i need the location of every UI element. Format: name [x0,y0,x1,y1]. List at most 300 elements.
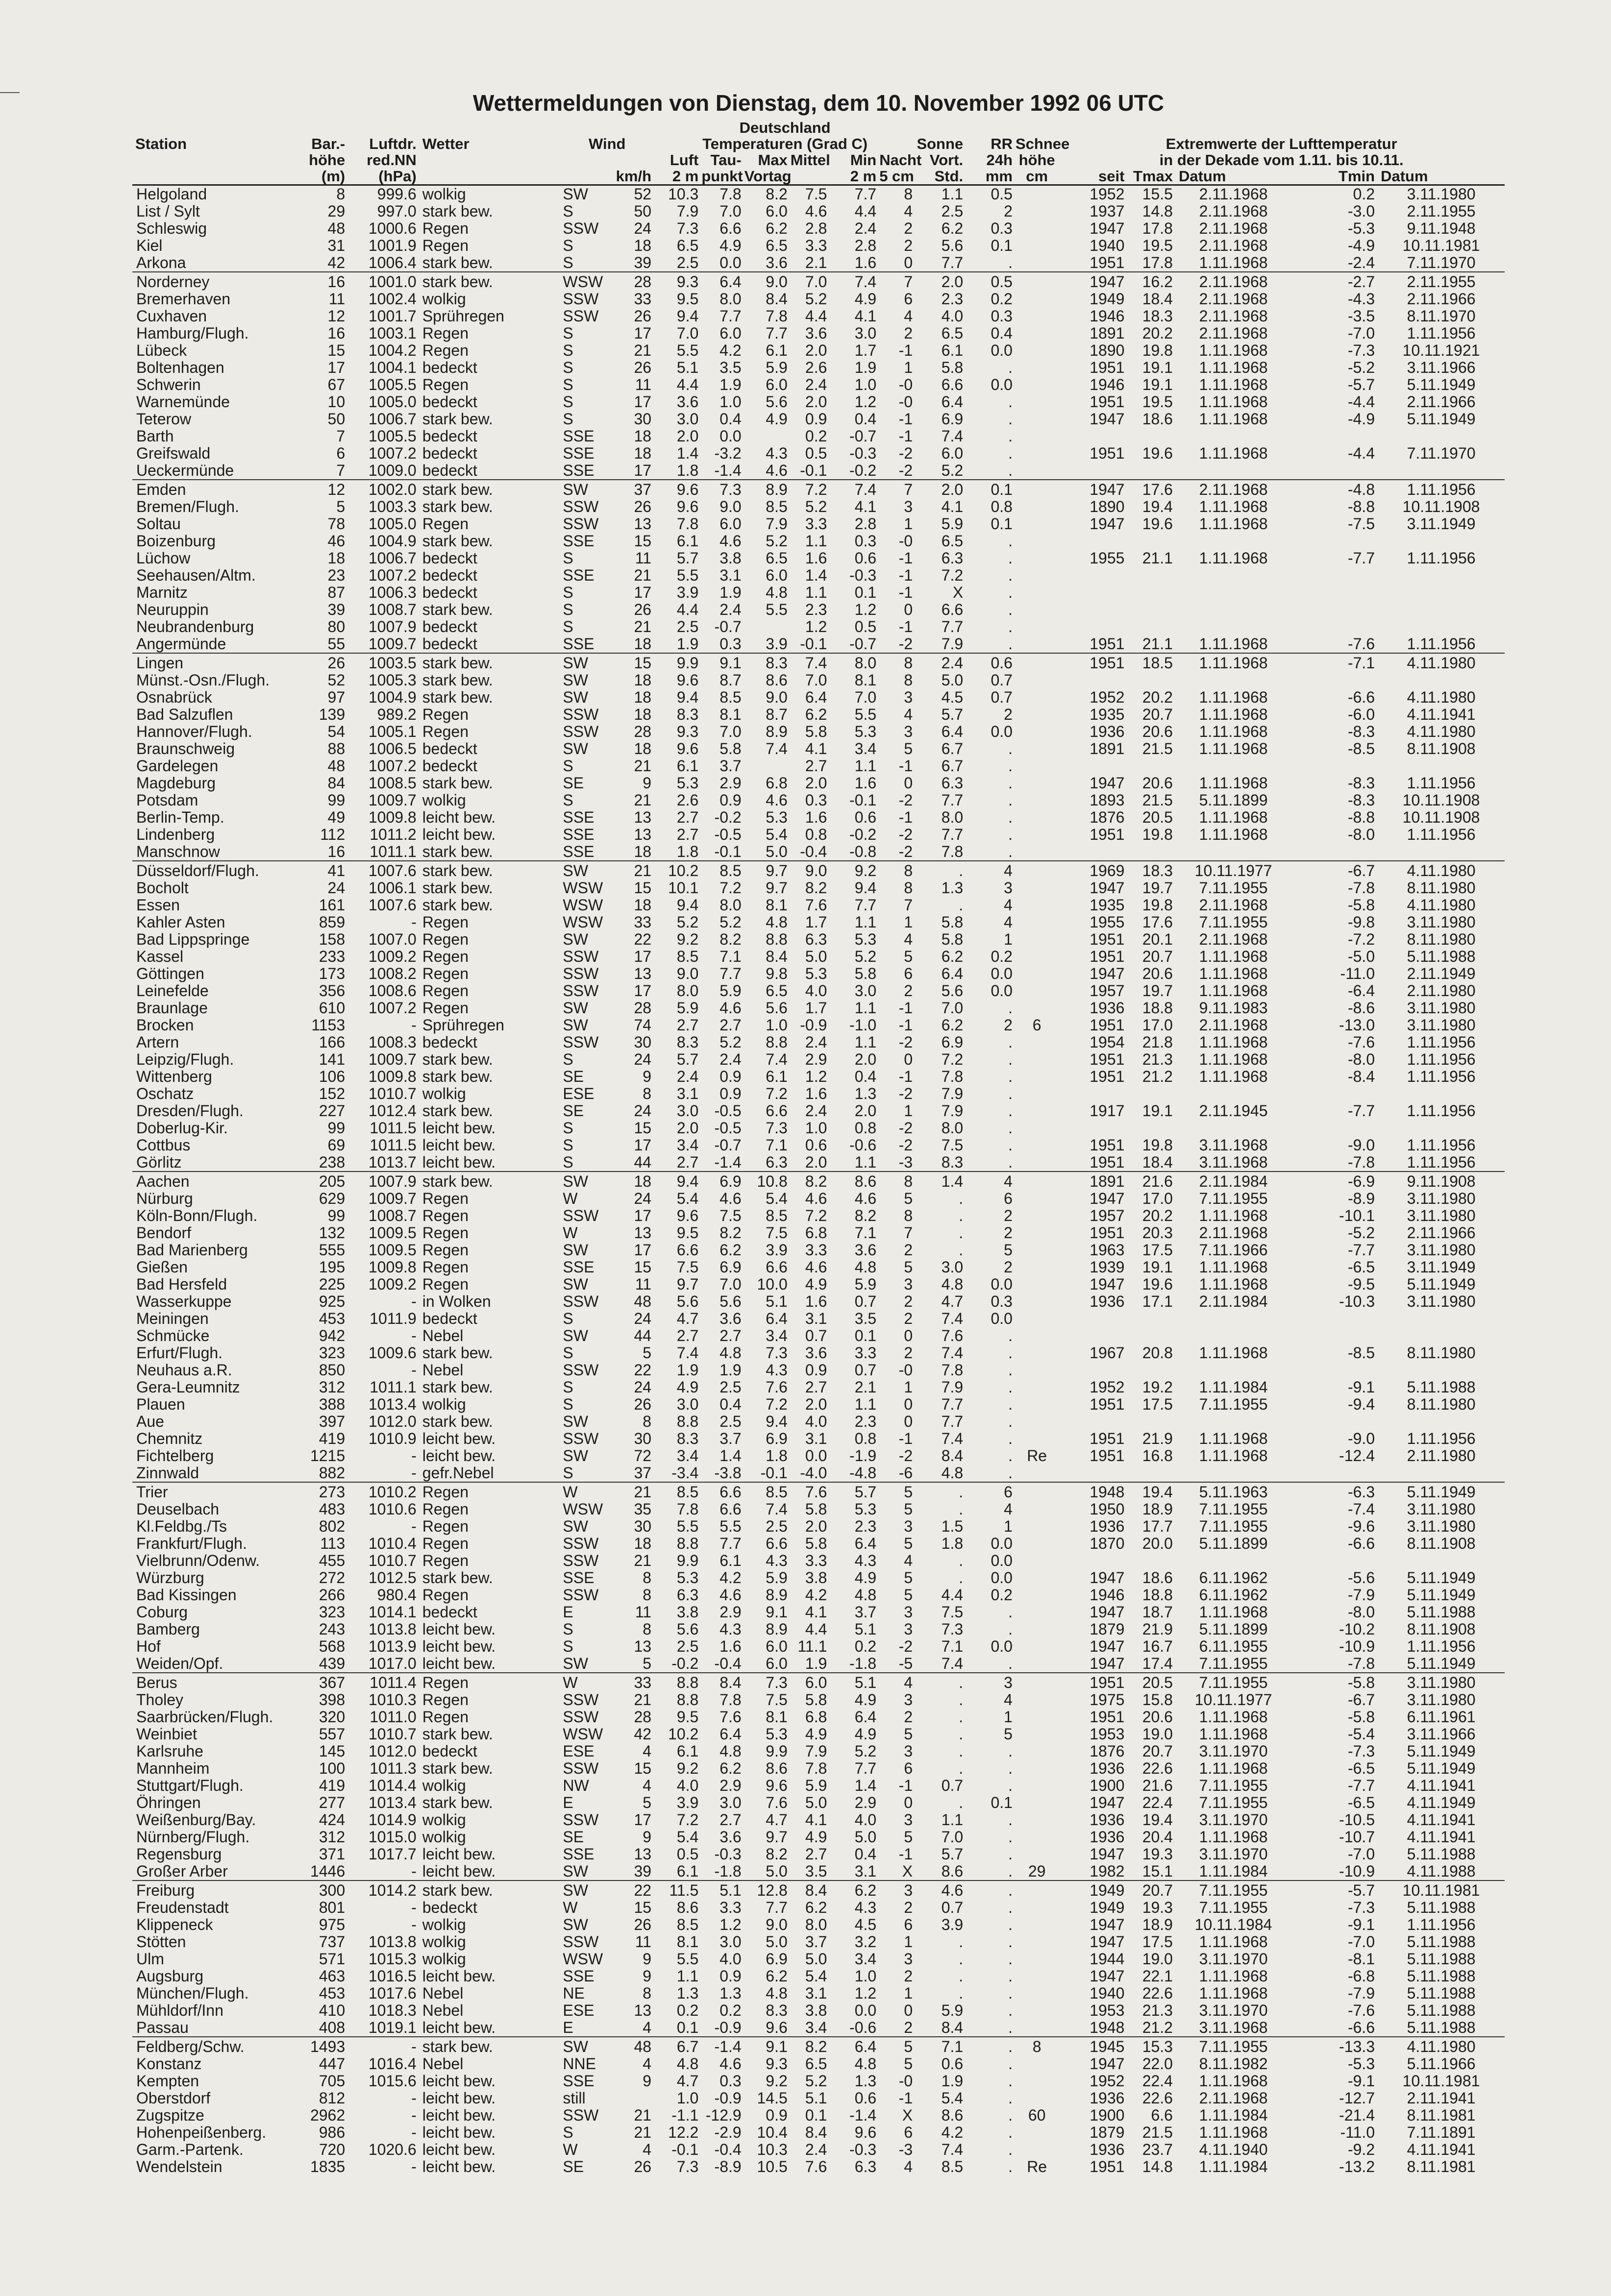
tmin-date-cell [1378,533,1505,550]
max-temp-cell: 9.4 [766,1413,788,1430]
header-tau-a: Tau- [710,151,742,169]
precip-cell: 0.3 [991,220,1013,237]
sunshine-cell: 4.8 [941,1464,964,1482]
min-5cm-cell: 1 [904,1933,913,1951]
since-cell: 1967 [1090,1344,1125,1362]
max-temp-cell: 7.4 [766,1500,788,1518]
mean-temp-cell: 2.4 [805,1102,827,1120]
wind-dir-cell: S [563,1395,573,1413]
snow-cell [1016,618,1058,635]
snow-cell [1016,567,1058,584]
mean-temp-cell: 5.4 [805,1967,827,1985]
air-temp-cell: 8.5 [676,1916,699,1933]
min-5cm-cell: 1 [904,1378,913,1396]
tmax-cell: 17.6 [1142,913,1173,931]
weather-cell: Regen [422,342,469,359]
bar-height-cell: 16 [327,843,346,860]
wind-speed-cell: 18 [634,635,652,653]
tmax-cell: 19.2 [1142,1378,1173,1396]
min-2m-cell: 7.4 [830,480,879,498]
header-vortag: Vortag [744,168,792,185]
wind-dir-cell: SSE [563,1569,595,1587]
dewpoint-cell: 7.0 [719,1275,742,1293]
min-5cm-cell: 5 [904,1586,913,1604]
wind-speed-cell: 18 [634,896,652,914]
sunshine-cell: 4.6 [916,1881,966,1899]
air-temp-cell: 2.7 [676,808,699,826]
bar-height-cell: 141 [319,1050,346,1068]
header-luft2m-b: 2 m [654,168,701,185]
tmax-date-cell: 5.11.1899 [1199,791,1268,809]
max-temp-cell: 7.7 [766,324,788,342]
tmax-cell: 20.2 [1142,688,1173,706]
precip-cell: 3 [1004,879,1013,897]
max-temp-cell: 6.1 [766,342,788,359]
snow-cell [1016,1310,1058,1327]
tmin-date-cell: 5.11.1988 [1407,1899,1476,1916]
dewpoint-cell: 0.3 [719,635,742,653]
min-5cm-cell: 8 [879,653,916,672]
min-5cm-cell: 7 [904,1224,913,1242]
table-row [132,393,1505,411]
sunshine-cell: 6.3 [941,549,964,567]
bar-height-cell: 132 [319,1224,346,1242]
wind-dir-cell: SSW [563,1361,599,1379]
tmin-cell: -6.5 [1347,1759,1375,1777]
precip-cell: . [1008,566,1013,584]
min-2m-cell: 5.2 [854,1742,877,1760]
wind-dir-cell: SSW [563,1293,599,1310]
mean-temp-cell: 5.0 [805,1950,827,1968]
weather-cell: bedeckt [422,740,477,757]
tmin-date-cell: 8.11.1980 [1407,1344,1476,1362]
min-2m-cell: 3.6 [854,1241,877,1259]
wind-speed-cell: 21 [634,757,652,775]
dewpoint-cell: 8.2 [719,930,742,948]
dewpoint-cell: 7.7 [719,965,742,982]
dewpoint-cell: 7.2 [719,879,742,897]
precip-cell: 0.2 [991,290,1013,308]
precip-cell: . [1008,2055,1013,2073]
station-cell: Angermünde [136,635,226,653]
station-cell: Teterow [136,410,192,428]
air-temp-cell: 8.8 [676,1413,699,1430]
dewpoint-cell: -0.9 [714,2089,742,2107]
air-temp-cell: 5.7 [676,1050,699,1068]
air-temp-cell: 0.5 [676,1845,699,1863]
station-cell: Großer Arber [136,1862,228,1880]
bar-height-cell: 225 [319,1275,346,1293]
dewpoint-cell: 0.2 [719,2002,742,2019]
weather-cell: Regen [422,706,469,723]
wind-speed-cell: 26 [634,359,652,376]
wind-speed-cell: 13 [634,2002,652,2019]
snow-cell [1016,237,1058,254]
tmax-cell: 20.3 [1142,1224,1173,1242]
max-temp-cell: 4.8 [766,584,788,601]
air-temp-cell: 3.9 [676,1794,699,1811]
tmin-date-cell [1378,1413,1505,1430]
air-temp-cell: 5.5 [676,566,699,584]
station-cell: Deuselbach [136,1500,219,1518]
tmax-date-cell: 2.11.1968 [1199,2089,1268,2107]
wind-speed-cell: 15 [634,1759,652,1777]
min-2m-cell: 4.5 [854,1916,877,1933]
wind-dir-cell: WSW [563,896,603,914]
air-temp-cell: 5.5 [676,1517,699,1535]
weather-cell: bedeckt [422,1310,477,1327]
tmax-cell: 17.0 [1142,1016,1173,1034]
since-cell: 1947 [1090,1275,1125,1293]
sunshine-cell: 7.3 [941,1620,964,1638]
station-cell: Hohenpeißenberg. [136,2124,267,2141]
sunshine-cell: . [959,1984,964,2002]
dewpoint-cell: 5.6 [719,1293,742,1310]
sunshine-cell: 5.7 [941,1845,964,1863]
table-row [132,1482,1505,1501]
bar-height-cell: 453 [319,1984,346,2002]
min-5cm-cell: 2 [904,1708,913,1726]
max-temp-cell: 5.9 [766,359,788,376]
tmax-date-cell: 7.11.1955 [1199,1777,1268,1794]
tmin-date-cell: 3.11.1949 [1407,1258,1476,1276]
snow-cell [1016,1259,1058,1276]
air-temp-cell: 9.3 [676,723,699,740]
wind-speed-cell: 13 [634,826,652,843]
tmin-date-cell: 4.11.1941 [1407,2141,1476,2158]
snow-cell [1016,1655,1058,1673]
tmin-cell: -7.9 [1347,1984,1375,2002]
min-5cm-cell: X [902,1862,913,1880]
station-cell: Weißenburg/Bay. [136,1811,256,1829]
sunshine-cell: 4.8 [941,1275,964,1293]
tmin-cell: -8.8 [1347,808,1375,826]
tmin-date-cell: 5.11.1988 [1407,1845,1476,1863]
pressure-cell: 1009.7 [368,791,417,809]
pressure-cell: 1008.6 [368,982,417,1000]
tmin-cell [1291,672,1378,689]
wind-dir-cell: SW [563,999,588,1017]
air-temp-cell: 1.0 [676,2089,699,2107]
max-temp-cell: 9.3 [766,2055,788,2073]
precip-cell: . [1008,462,1013,479]
tmax-date-cell: 1.11.1968 [1199,982,1268,1000]
precip-cell: . [1008,2106,1013,2124]
station-cell: Lingen [132,653,307,672]
wind-speed-cell: 28 [615,272,654,291]
tmin-cell: -7.8 [1347,1655,1375,1672]
mean-temp-cell: 1.9 [805,1655,827,1672]
pressure-cell: 1005.5 [368,376,417,393]
wind-speed-cell: 30 [634,1033,652,1051]
air-temp-cell: 5.1 [676,359,699,376]
mean-temp-cell: 4.1 [805,740,827,757]
air-temp-cell: -3.4 [671,1464,699,1482]
tmax-date-cell: 3.11.1970 [1199,1845,1268,1863]
snow-cell [1016,861,1058,879]
bar-height-cell: 12 [327,307,346,325]
wind-speed-cell: 48 [634,1293,652,1310]
min-2m-cell: 1.2 [854,1984,877,2002]
header-mittel: Mittel [790,151,830,169]
mean-temp-cell: 5.1 [805,2089,827,2107]
min-2m-cell: 1.2 [854,601,877,618]
dewpoint-cell: 8.2 [719,1224,742,1242]
bar-height-cell: 78 [327,515,346,533]
mean-temp-cell: 3.3 [805,237,827,254]
tmax-date-cell: 3.11.1970 [1199,2002,1268,2019]
bar-height-cell: 113 [320,1535,346,1552]
snow-cell [1016,1362,1058,1379]
tmin-cell: -4.8 [1291,480,1378,498]
air-temp-cell: 6.1 [676,1742,699,1760]
bar-height-cell: 42 [327,254,346,271]
since-cell: 1947 [1090,965,1125,982]
tmax-date-cell [1176,1085,1291,1102]
header-luft2m-a: Luft [669,151,699,169]
tmax-date-cell: 2.11.1968 [1199,307,1268,325]
wind-speed-cell: 28 [634,999,652,1017]
mean-temp-cell: 8.2 [805,879,827,897]
tmax-cell [1127,533,1176,550]
bar-height-cell: 50 [327,410,346,428]
min-2m-cell: 4.8 [854,1586,877,1604]
precip-cell: 0.2 [991,948,1013,965]
tmin-cell [1291,1552,1378,1569]
station-cell: Zinnwald [136,1464,199,1482]
weather-cell: Nebel [422,1327,464,1344]
wind-dir-cell: SSE [563,532,595,550]
air-temp-cell: 1.8 [676,843,699,860]
wind-dir-cell: NW [563,1777,589,1794]
sunshine-cell: 6.9 [941,410,964,428]
bar-height-cell: 802 [319,1517,346,1535]
tmax-date-cell: 10.11.1977 [1194,1691,1272,1709]
header-bar1: Bar.- [311,135,346,152]
header-wind: Wind [588,135,626,152]
weather-cell: leicht bew. [422,1447,496,1465]
min-2m-cell: -0.2 [849,826,877,843]
bar-height-cell: 266 [319,1586,346,1604]
mean-temp-cell: 5.2 [805,2072,827,2090]
sunshine-cell: 1.8 [941,1535,964,1552]
max-temp-cell [744,757,791,775]
bar-height-cell: 986 [319,2124,346,2141]
header-sonne1: Sonne [917,135,964,152]
tmin-date-cell: 3.11.1980 [1407,1293,1476,1310]
min-5cm-cell: -1 [898,1068,913,1085]
bar-height-cell: 205 [307,1172,348,1190]
dewpoint-cell: 0.9 [719,1085,742,1102]
tmin-cell: -7.6 [1347,635,1375,653]
tmax-cell: 20.6 [1142,1708,1173,1726]
tmax-date-cell: 2.11.1968 [1199,324,1268,342]
wind-dir-cell: SW [560,2037,615,2055]
wind-speed-cell: 37 [634,1464,652,1482]
table-row [132,185,1505,203]
wind-dir-cell: SW [560,1172,615,1190]
snow-cell [1016,982,1058,1000]
tmin-date-cell: 8.11.1908 [1407,1535,1476,1552]
sunshine-cell: . [916,861,966,879]
min-5cm-cell: 3 [904,1811,913,1829]
bar-height-cell: 112 [320,826,346,843]
min-5cm-cell: 7 [879,480,916,498]
since-cell: 1951 [1090,826,1125,843]
snow-cell [1016,2141,1058,2158]
since-cell: 1951 [1090,948,1125,965]
pressure-cell: 1014.2 [348,1881,420,1899]
precip-cell: . [1008,1620,1013,1638]
wind-dir-cell: SW [563,1517,588,1535]
table-row [132,1829,1505,1846]
min-2m-cell: 7.7 [854,1759,877,1777]
tmax-cell: 19.5 [1142,393,1173,411]
tmax-date-cell: 3.11.1970 [1199,1742,1268,1760]
since-cell: 1955 [1090,913,1125,931]
since-cell: 1937 [1090,202,1125,220]
header-sonne2: Vort. [929,151,964,169]
bar-height-cell: 367 [307,1673,348,1691]
min-2m-cell: 4.1 [854,307,877,325]
min-5cm-cell: 3 [904,1517,913,1535]
header-schnee3: cm [1016,168,1058,185]
tmax-date-cell: 7.11.1966 [1199,1241,1268,1259]
tmin-cell: -9.0 [1347,1430,1375,1447]
max-temp-cell: 7.5 [766,1224,788,1242]
precip-cell: . [1008,2124,1013,2141]
snow-cell [1016,1846,1058,1863]
min-2m-cell: 3.2 [854,1933,877,1951]
tmin-cell: -4.9 [1347,237,1375,254]
wind-speed-cell: 4 [643,2019,652,2036]
tmax-date-cell: 1.11.1968 [1199,342,1268,359]
min-2m-cell: 4.8 [854,1258,877,1276]
tmin-cell: -6.7 [1347,1691,1375,1709]
mean-temp-cell: 4.9 [805,1275,827,1293]
station-cell: Bad Hersfeld [136,1275,227,1293]
mean-temp-cell: 2.0 [805,774,827,792]
pressure-cell: 1010.4 [368,1535,417,1552]
dewpoint-cell: 7.6 [719,1708,742,1726]
min-2m-cell: 4.8 [854,2055,877,2073]
dewpoint-cell: 4.8 [719,1742,742,1760]
dewpoint-cell: -0.5 [714,826,742,843]
tmax-date-cell: 2.11.1968 [1199,290,1268,308]
wind-speed-cell: 17 [634,1207,652,1224]
precip-cell: . [1008,635,1013,653]
station-cell: Wendelstein [136,2158,223,2175]
tmin-cell: -6.4 [1347,982,1375,1000]
tmax-date-cell: 7.11.1955 [1199,1655,1268,1672]
snow-cell [1016,1916,1058,1933]
max-temp-cell: 8.5 [744,1482,791,1501]
air-temp-cell: -0.2 [671,1655,699,1672]
wind-dir-cell: SSW [563,290,599,308]
sunshine-cell: 8.0 [941,808,964,826]
tmin-date-cell [1378,672,1505,689]
weather-cell: bedeckt [422,359,477,376]
tmin-date-cell: 5.11.1949 [1407,410,1476,428]
header-rr2: 24h [986,151,1013,169]
precip-cell: . [1008,1153,1013,1171]
air-temp-cell: 8.3 [676,706,699,723]
bar-height-cell: 87 [327,584,346,601]
table-row [132,826,1505,843]
table-row [132,325,1505,342]
min-5cm-cell: 4 [904,930,913,948]
tmax-cell: 22.4 [1142,2072,1173,2090]
station-cell: Berus [132,1673,307,1691]
bar-height-cell: 419 [319,1430,346,1447]
table-row [132,254,1505,272]
wind-speed-cell: 17 [634,1136,652,1154]
min-5cm-cell: 6 [904,965,913,982]
precip-cell: . [1008,1344,1013,1362]
tmax-cell: 17.8 [1142,220,1173,237]
pressure-cell: 1009.0 [368,462,417,479]
bar-height-cell: 15 [327,342,346,359]
since-cell: 1951 [1090,1224,1125,1242]
pressure-cell: 1004.1 [368,359,417,376]
min-5cm-cell: -1 [898,566,913,584]
pressure-cell: 1007.6 [348,861,420,879]
min-5cm-cell: 4 [904,202,913,220]
wind-speed-cell: 15 [634,532,652,550]
mean-temp-cell: 1.6 [805,549,827,567]
min-2m-cell: 5.8 [854,965,877,982]
min-2m-cell: 4.9 [854,1691,877,1709]
precip-cell: 2 [1004,1258,1013,1276]
max-temp-cell: 9.0 [766,1916,788,1933]
wind-dir-cell: SSW [563,220,599,237]
mean-temp-cell: 4.0 [805,982,827,1000]
wind-dir-cell: SSE [563,1258,595,1276]
bar-height-cell: 29 [327,202,346,220]
min-5cm-cell: -2 [898,826,913,843]
max-temp-cell: 6.5 [766,237,788,254]
station-cell: Cottbus [136,1136,191,1154]
mean-temp-cell: -4.0 [800,1464,827,1482]
wind-speed-cell: 11 [635,1933,652,1951]
snow-cell [1016,272,1058,291]
bar-height-cell: 850 [319,1361,346,1379]
dewpoint-cell: 7.1 [719,948,742,965]
bar-height-cell: 568 [319,1637,346,1655]
tmin-cell [1291,1465,1378,1482]
wind-speed-cell: 18 [634,740,652,757]
max-temp-cell: 14.5 [757,2089,788,2107]
snow-cell [1016,1207,1058,1224]
snow-cell [1016,879,1058,897]
weather-cell: stark bew. [422,1102,493,1120]
wind-speed-cell: 4 [643,2055,652,2073]
mean-temp-cell: 2.1 [805,254,827,271]
mean-temp-cell: 6.4 [805,688,827,706]
max-temp-cell: 10.4 [757,2124,788,2141]
min-5cm-cell: 2 [904,324,913,342]
min-2m-cell: 1.1 [854,1153,877,1171]
sunshine-cell: 2.0 [916,272,966,291]
tmin-date-cell: 5.11.1949 [1407,376,1476,393]
bar-height-cell: 300 [307,1881,348,1899]
air-temp-cell: 2.7 [676,1327,699,1344]
weather-cell: bedeckt [422,618,477,635]
snow-cell [1016,185,1058,203]
since-cell [1058,1362,1127,1379]
max-temp-cell: 8.9 [766,1620,788,1638]
sunshine-cell: 6.6 [941,601,964,618]
